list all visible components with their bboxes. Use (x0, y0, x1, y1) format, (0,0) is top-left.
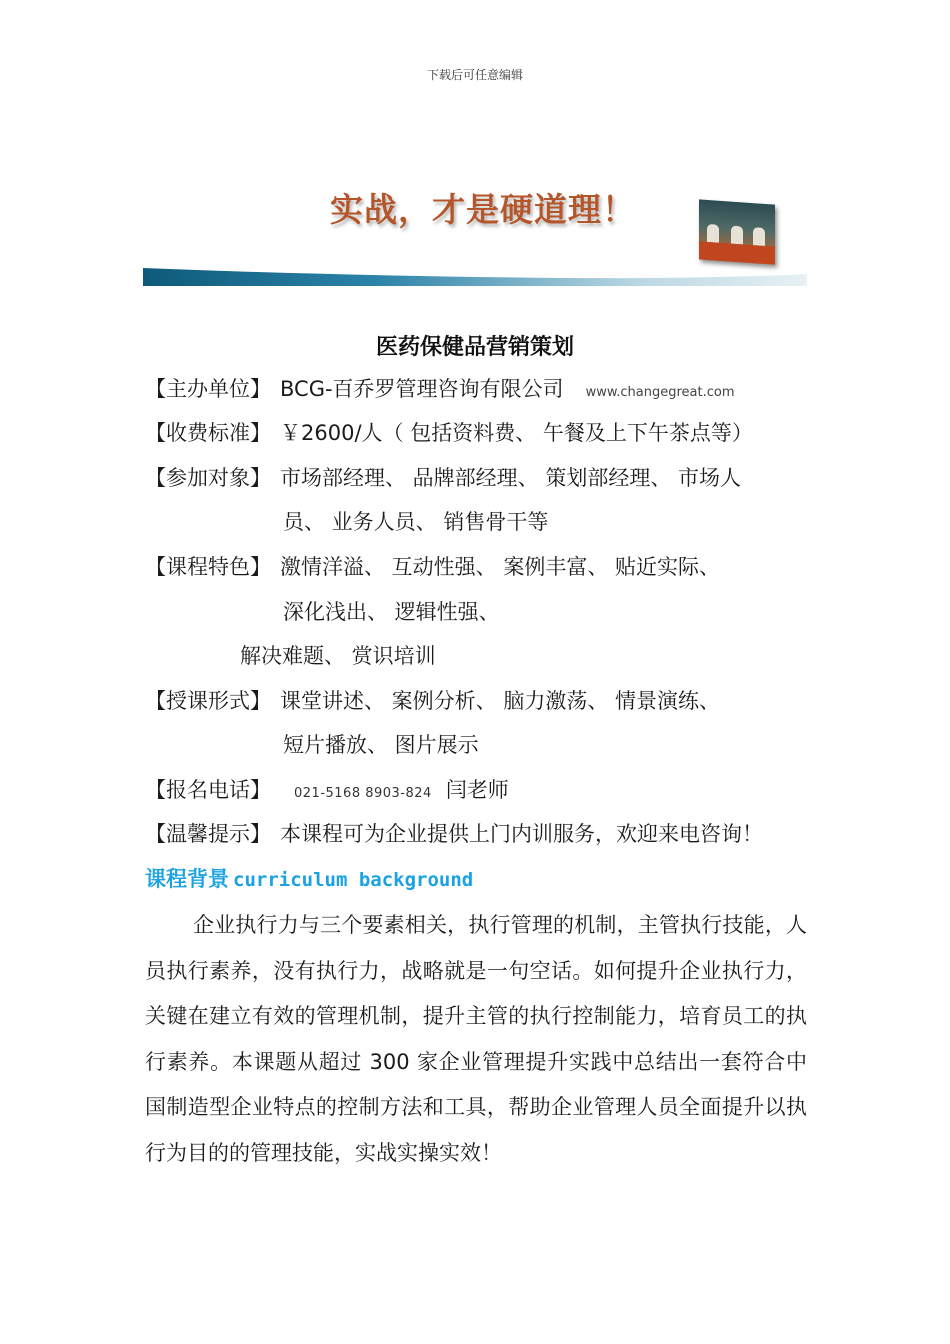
organizer-label: 【主办单位】 (145, 377, 271, 401)
features-line2: 深化浅出、 逻辑性强、 (283, 600, 500, 624)
section-heading-en: curriculum background (233, 869, 474, 891)
banner (143, 168, 807, 286)
organizer-value: BCG-百乔罗管理咨询有限公司 (280, 377, 564, 401)
section-heading-cn: 课程背景 (145, 867, 229, 891)
audience-label: 【参加对象】 (145, 466, 271, 490)
background-paragraph: 企业执行力与三个要素相关，执行管理的机制，主管执行技能，人员执行素养，没有执行力，战略就是一句空话。如何提升企业执行力，关键在建立有效的管理机制，提升主管的执行控制能力，培育员工的执行素养。本课题从超过 300 家企业管理提升实践中总结出一套符合中国制造型企业特点的控制方法和工具，帮助企业管理人员全面提升以执行为目的的管理技能，实战实操实效！ (145, 913, 807, 1165)
fee-label: 【收费标准】 (145, 421, 271, 445)
phone-number[interactable]: 021-5168 8903-824 (294, 786, 432, 801)
course-title: 医药保健品营销策划 (375, 335, 574, 360)
header-note: 下载后可任意编辑 (426, 68, 523, 82)
features-row (145, 554, 720, 580)
features-line1: 激情洋溢、 互动性强、 案例丰富、 贴近实际、 (280, 555, 721, 579)
phone-row (145, 777, 509, 807)
banner-stripe (143, 266, 807, 286)
meeting-photo (699, 199, 775, 264)
fee-row (145, 420, 753, 446)
organizer-row (145, 376, 735, 406)
format-label: 【授课形式】 (145, 689, 271, 713)
tip-row (145, 821, 763, 847)
features-label: 【课程特色】 (145, 555, 271, 579)
phone-label: 【报名电话】 (145, 778, 271, 802)
format-row (145, 688, 720, 714)
audience-row (145, 465, 741, 491)
section-heading (145, 863, 473, 893)
audience-line1: 市场部经理、 品牌部经理、 策划部经理、 市场人 (280, 466, 742, 490)
features-line3: 解决难题、 赏识培训 (240, 644, 436, 668)
banner-slogan: 实战，才是硬道理！ (330, 190, 636, 229)
format-line1: 课堂讲述、 案例分析、 脑力激荡、 情景演练、 (280, 689, 721, 713)
phone-contact: 闫老师 (445, 778, 509, 802)
tip-label: 【温馨提示】 (145, 822, 271, 846)
format-line2: 短片播放、 图片展示 (283, 733, 479, 757)
fee-value: ￥2600/人（ 包括资料费、 午餐及上下午茶点等） (280, 421, 753, 445)
tip-value: 本课程可为企业提供上门内训服务，欢迎来电咨询！ (280, 822, 763, 846)
website-link[interactable]: www.changegreat.com (585, 385, 735, 400)
audience-line2: 员、 业务人员、 销售骨干等 (283, 510, 549, 534)
